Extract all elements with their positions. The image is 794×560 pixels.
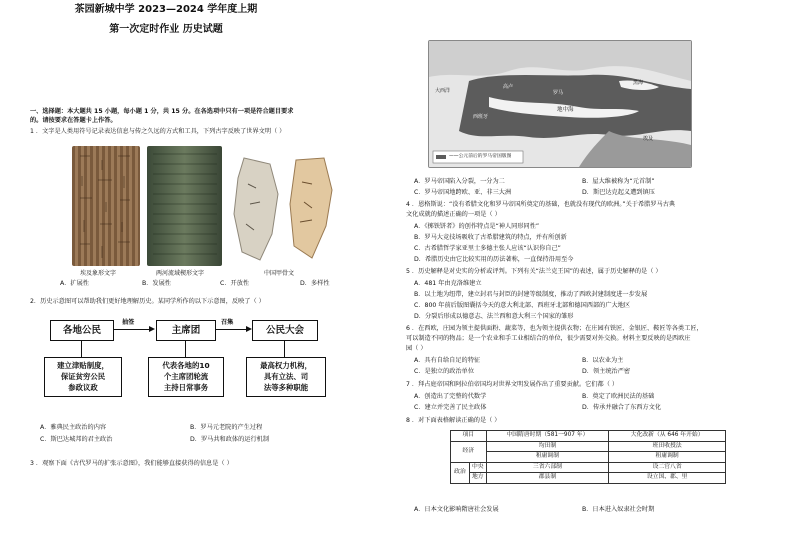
flow-box-citizens: 各地公民 <box>50 320 114 341</box>
q3-option-c[interactable]: C．罗马帝国地跨欧、亚、非三大洲 <box>414 189 512 196</box>
q3-option-a[interactable]: A．罗马帝国陷入分裂，一分为二 <box>414 178 505 185</box>
oracle-bone-2-icon <box>286 154 336 262</box>
left-column <box>24 34 396 554</box>
school-title: 茶园新城中学 2023—2024 学年度上期 <box>74 4 258 15</box>
flow-arrow-1-head-icon <box>149 326 155 332</box>
q1-option-d[interactable]: D．多样性 <box>300 280 330 287</box>
table-header-sui-tang: 中国隋唐时期（581一907 年） <box>486 431 609 442</box>
flow-detail-citizens <box>44 357 122 397</box>
caption-mesopotamia: 两河流域楔形文字 <box>156 270 205 277</box>
q1-option-b[interactable]: B．发展性 <box>142 280 171 287</box>
flow-box-assembly: 公民大会 <box>252 320 318 341</box>
q4-option-a[interactable]: A．《掷铁饼者》的创作特点是“神人同形同性” <box>414 223 540 230</box>
q5-option-d[interactable]: D．分裂后形成以德意志、法兰西和意大利三个国家的雏形 <box>414 313 574 320</box>
q6-stem-line3: 园（ ） <box>406 345 427 352</box>
q3-stem: 3 ．观察下面《古代罗马的扩张示意图》，我们能够直接获得的信息是（ ） <box>30 460 233 467</box>
egyptian-hieroglyphs-image <box>72 146 140 266</box>
q4-stem-line1: 4 ．恩格斯说：“没有希腊文化和罗马帝国所奠定的基础，也就没有现代的欧洲。”关于希腊罗马古典 <box>406 201 676 208</box>
table-row <box>451 473 726 484</box>
q5-option-a[interactable]: A．481 年由克洛维建立 <box>414 280 482 287</box>
oracle-bone-image-2 <box>286 154 336 262</box>
q8-option-b[interactable]: B．日本进入奴隶社会时期 <box>582 506 655 513</box>
q4-option-d[interactable]: D．希腊历史由它比较实用的历法著称，一直保持沿用至今 <box>414 256 574 263</box>
q7-option-a[interactable]: A．创造出了完整的代数学 <box>414 393 487 400</box>
oracle-bone-1-icon <box>230 154 282 264</box>
q7-stem: 7 ．拜占庭帝国和阿拉伯帝国均对世界文明发展作出了重要贡献。它们都（ ） <box>406 381 619 388</box>
q6-option-a[interactable]: A．具有自给自足的特征 <box>414 357 481 364</box>
q7-option-b[interactable]: B．奠定了欧洲民法的基础 <box>582 393 655 400</box>
flow-connector-1 <box>81 340 82 357</box>
q6-option-d[interactable]: D．领主统治严密 <box>582 368 631 375</box>
table-local-label: 地方 <box>469 473 486 484</box>
table-cell: 设二官八省 <box>609 462 726 473</box>
flow-detail-2-line2: 个主席团轮流 <box>163 372 209 381</box>
flow-detail-3-line1: 最高权力机构， <box>260 361 312 370</box>
map-legend-text: ——公元前后的罗马帝国版图 <box>449 154 512 159</box>
table-row <box>451 452 726 463</box>
flow-detail-3-line2: 具有立法、司 <box>263 372 309 381</box>
table-cell: 郡县制 <box>486 473 609 484</box>
right-column <box>404 36 776 556</box>
table-cell: 均田制 <box>486 441 609 452</box>
flow-detail-2-line3: 主持日常事务 <box>163 383 209 392</box>
q1-option-a[interactable]: A．扩展性 <box>60 280 89 287</box>
table-cell: 租庸调制 <box>609 452 726 463</box>
caption-egypt: 埃及象形文字 <box>80 270 117 277</box>
caption-china: 中国甲骨文 <box>264 270 295 277</box>
q5-stem: 5 ．历史解释是对史实的分析或评判。下列有关“法兰克王国”的表述，属于历史解释的是（ ） <box>406 268 662 275</box>
q2-option-a[interactable]: A．雅典民主政治的内容 <box>40 424 107 431</box>
exam-title: 第一次定时作业 历史试题 <box>109 24 223 35</box>
q3-option-b[interactable]: B．屋大维被称为“元首制” <box>582 178 655 185</box>
q6-option-b[interactable]: B．以农业为主 <box>582 357 624 364</box>
q4-option-b[interactable]: B．罗马大竞技场吸收了古希腊建筑的特点，并有所创新 <box>414 234 567 241</box>
q7-option-c[interactable]: C．建立并完善了民主政体 <box>414 404 487 411</box>
q2-option-b[interactable]: B．罗马元老院的产生过程 <box>190 424 263 431</box>
table-cell: 三省六部制 <box>486 462 609 473</box>
map-label-atlantic: 大西洋 <box>435 88 451 94</box>
flow-detail-assembly <box>246 357 326 397</box>
q6-stem-line2: 可以制造不同的物品；是一个农业和手工业相结合的单位，很少需要对外交换。材料主要反映的是西欧庄 <box>406 335 691 342</box>
q2-option-d[interactable]: D．罗马共和政体的运行机制 <box>190 436 270 443</box>
roman-expansion-map <box>428 40 692 168</box>
flow-connector-3 <box>284 340 285 357</box>
q8-option-a[interactable]: A．日本文化影响隋唐社会发展 <box>414 506 499 513</box>
flow-arrow-1-label: 抽签 <box>122 319 135 326</box>
flow-detail-1-line3: 参政议政 <box>68 383 98 392</box>
map-label-mediterranean: 地中海 <box>557 107 574 113</box>
cuneiform-cylinder-image <box>147 146 222 266</box>
flow-arrow-2-label: 召集 <box>221 319 234 326</box>
table-row <box>451 462 726 473</box>
flow-connector-2 <box>185 340 186 357</box>
flow-detail-2-line1: 代表各地的10 <box>162 361 210 370</box>
map-label-rome: 罗马 <box>553 90 564 96</box>
q5-option-c[interactable]: C．800 年前后版图囊括今天的意大利北部、西班牙北部和德国西部的广大地区 <box>414 302 631 309</box>
flow-arrow-2-line <box>215 329 246 330</box>
table-economy-label: 经济 <box>451 441 487 462</box>
q3-option-d[interactable]: D．斯巴达克起义遭到镇压 <box>582 189 655 196</box>
map-graphic-icon <box>429 41 691 167</box>
flow-detail-1-line2: 保证贫穷公民 <box>60 372 106 381</box>
table-cell: 租庸调制 <box>486 452 609 463</box>
flow-arrow-1-line <box>113 329 149 330</box>
q8-table <box>450 430 726 484</box>
section-heading-line1: 一、选择题：本大题共 15 小题，每小题 1 分，共 15 分。在各选项中只有一项是符合题目要求 <box>30 108 294 115</box>
table-cell: 班田收授法 <box>609 441 726 452</box>
flow-detail-3-line3: 法等多种职能 <box>263 383 309 392</box>
hieroglyph-marks-icon <box>72 146 140 266</box>
cuneiform-marks-icon <box>147 146 222 266</box>
q6-stem-line1: 6 ．在西欧，庄园为领主提供面粉、蔬菜等，也为领主提供衣物；在庄园有铁匠、金银匠、鞍匠等各类工匠， <box>406 325 703 332</box>
map-label-egypt: 埃及 <box>643 136 654 142</box>
flow-arrow-2-head-icon <box>246 326 252 332</box>
map-label-spain: 西班牙 <box>473 114 489 120</box>
flow-detail-1-line1: 建立津贴制度， <box>57 361 109 370</box>
table-central-label: 中央 <box>469 462 486 473</box>
map-label-black-sea: 黑海 <box>633 80 644 86</box>
table-header-taika: 大化改新（从 646 年开始） <box>609 431 726 442</box>
table-politics-label: 政治 <box>451 462 470 483</box>
flow-box-presidium: 主席团 <box>156 320 216 341</box>
table-header-row <box>451 431 726 442</box>
table-header-item: 项目 <box>451 431 487 442</box>
flow-detail-presidium <box>148 357 224 397</box>
table-row <box>451 441 726 452</box>
q2-option-c[interactable]: C．斯巴达城邦的君主政治 <box>40 436 113 443</box>
q2-stem: 2．历史示意图可以帮助我们更好地理解历史。某同学所作的以下示意图，反映了（ ） <box>30 298 265 305</box>
q1-stem: 1 ．文字是人类用符号记录表达信息与传之久远的方式和工具，下列古字反映了世界文明（ ） <box>30 128 286 135</box>
map-label-gaul: 高卢 <box>503 84 514 90</box>
q8-stem: 8 ．对下面表格解读正确的是（ ） <box>406 417 501 424</box>
q4-stem-line2: 文化成就的描述正确的一项是（ ） <box>406 211 501 218</box>
table-cell: 设立国、郡、里 <box>609 473 726 484</box>
q7-option-d[interactable]: D．传承并融合了东西方文化 <box>582 404 662 411</box>
q4-option-c[interactable]: C．古希腊哲学家亚里士多德主张人应该“认识你自己” <box>414 245 561 252</box>
q5-option-b[interactable]: B．以土地为纽带，建立封君与封臣的封建等级制度，推动了西欧封建制度进一步发展 <box>414 291 648 298</box>
section-heading-line2: 的。请按要求在答题卡上作答。 <box>30 117 117 124</box>
q6-option-c[interactable]: C．是独立的政治单位 <box>414 368 475 375</box>
q1-option-c[interactable]: C．开放性 <box>220 280 250 287</box>
oracle-bone-image-1 <box>230 154 282 264</box>
